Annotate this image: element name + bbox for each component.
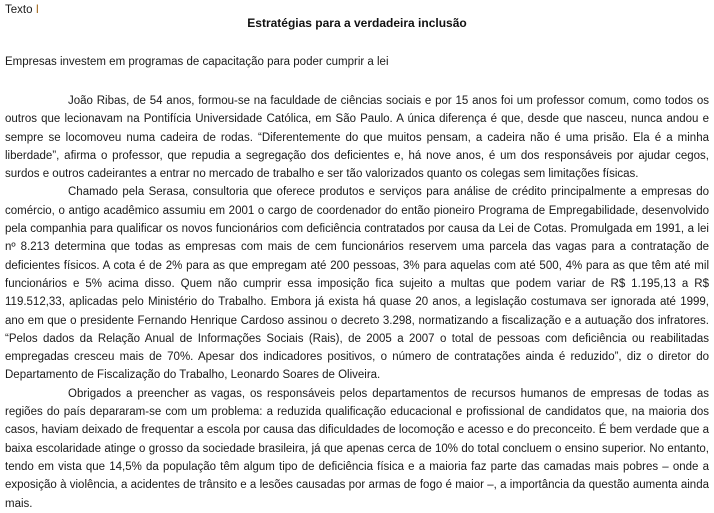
article-body <box>5 92 709 513</box>
text-label-number: I <box>35 4 39 16</box>
paragraph: Obrigados a preencher as vagas, os responsáveis pelos departamentos de recursos humanos de empresas de todas as regiões do país depararam-se com um problema: a reduzida qualificação educacional e profissional de candidatos que, na maioria dos casos, haviam deixado de frequentar a escola por causa das dificuldades de locomoção e acesso e do preconceito. É bem verdade que a baixa escolaridade atinge o grosso da sociedade brasileira, já que apenas cerca de 10% do total concluem o ensino superior. No entanto, tendo em vista que 14,5% da população têm algum tipo de deficiência física e a maioria faz parte das camadas mais pobres – onde a exposição à violência, a acidentes de trânsito e a lesões causadas por armas de fogo é maior –, a importância da questão aumenta ainda mais. <box>5 387 709 510</box>
paragraph: Chamado pela Serasa, consultoria que oferece produtos e serviços para análise de crédito principalmente a empresas do comércio, o antigo acadêmico assumiu em 2001 o cargo de coordenador do então pioneiro Programa de Empregabilidade, desenvolvido pela companhia para qualificar os novos funcionários com deficiência contratados por causa da Lei de Cotas. Promulgada em 1991, a lei nº 8.213 determina que todas as empresas com mais de cem funcionários reservem uma parcela das vagas para a contratação de deficientes físicos. A cota é de 2% para as que empregam até 200 pessoas, 3% para aquelas com até 500, 4% para as que têm até mil funcionários e 5% acima disso. Quem não cumprir essa imposição fica sujeito a multas que podem variar de R$ 1.195,13 a R$ 119.512,33, aplicadas pelo Ministério do Trabalho. Embora já exista há quase 20 anos, a legislação costumava ser ignorada até 1999, ano em que o presidente Fernando Henrique Cardoso assinou o decreto 3.298, normatizando a fiscalização e a autuação dos infratores. “Pelos dados da Relação Anual de Informações Sociais (Rais), de 2005 a 2007 o total de pessoas com deficiência ou reabilitadas empregadas cresceu mais de 70%. Apesar dos indicadores positivos, o número de contratações ainda é reduzido”, diz o diretor do Departamento de Fiscalização do Trabalho, Leonardo Soares de Oliveira. <box>5 186 709 382</box>
article-subtitle: Empresas investem em programas de capacitação para poder cumprir a lei <box>5 56 389 68</box>
article-title: Estratégias para a verdadeira inclusão <box>247 16 467 30</box>
text-label-prefix: Texto <box>5 4 33 16</box>
paragraph: João Ribas, de 54 anos, formou-se na faculdade de ciências sociais e por 15 anos foi um professor comum, como todos os outros que lecionavam na Pontifícia Universidade Católica, em São Paulo. A única diferença é que, desde que nasceu, nunca andou e sempre se locomoveu numa cadeira de rodas. “Diferentemente do que muitos pensam, a cadeira não é uma prisão. Ela é a minha liberdade”, afirma o professor, que repudia a segregação dos deficientes e, há nove anos, é um dos responsáveis por ajudar cegos, surdos e outros cadeirantes a entrar no mercado de trabalho e ser tão valorizados quanto os colegas sem limitações físicas. <box>5 95 709 181</box>
